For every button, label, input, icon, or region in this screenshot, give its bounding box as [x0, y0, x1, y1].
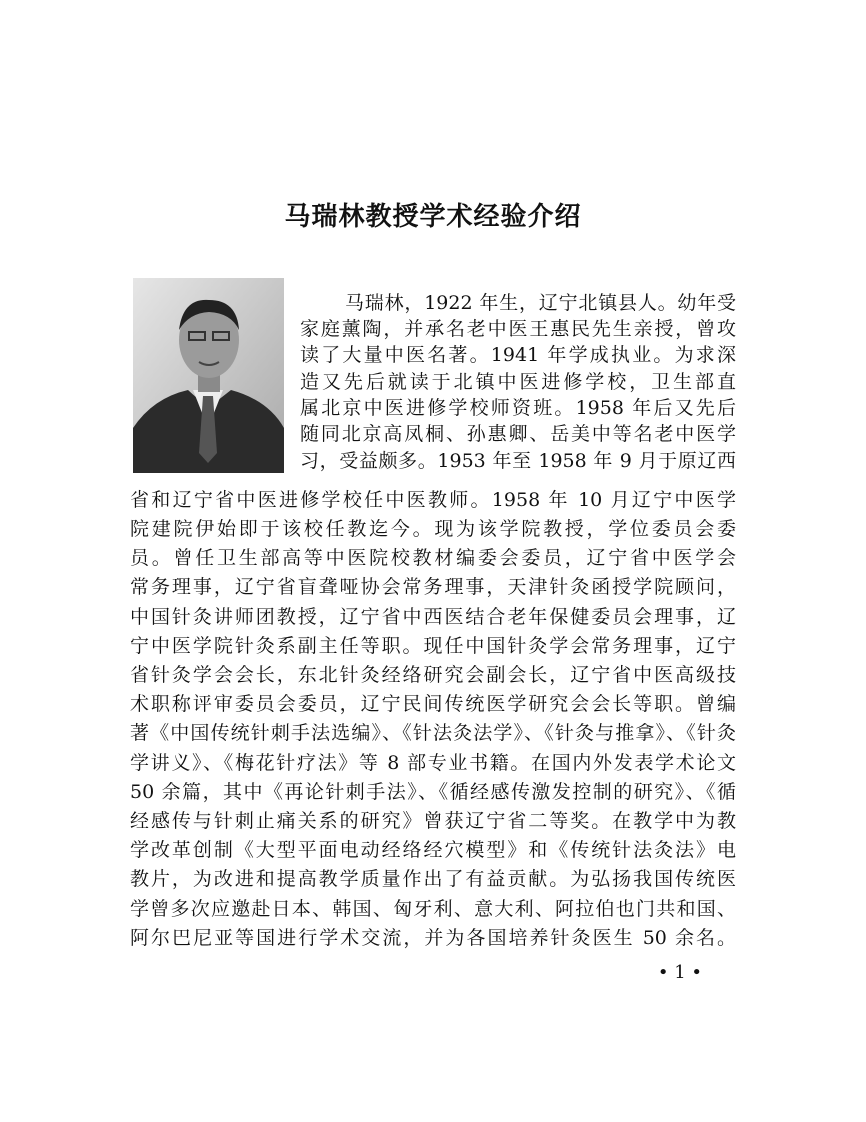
body-line: 常务理事，辽宁省盲聋哑协会常务理事，天津针灸函授学院顾问，: [130, 576, 736, 598]
body-line: 习，受益颇多。1953 年至 1958 年 9 月于原辽西: [300, 450, 736, 472]
body-line: 学改革创制《大型平面电动经络经穴模型》和《传统针法灸法》电: [130, 839, 736, 861]
body-line: 术职称评审委员会委员，辽宁民间传统医学研究会会长等职。曾编: [130, 693, 736, 715]
body-line: 造又先后就读于北镇中医进修学校，卫生部直: [300, 371, 736, 393]
body-line: 省针灸学会会长，东北针灸经络研究会副会长，辽宁省中医高级技: [130, 664, 736, 686]
body-line: 院建院伊始即于该校任教迄今。现为该学院教授，学位委员会委: [130, 518, 736, 540]
article-title: 马瑞林教授学术经验介绍: [284, 202, 582, 232]
body-line: 读了大量中医名著。1941 年学成执业。为求深: [300, 344, 736, 366]
body-line: 马瑞林，1922 年生，辽宁北镇县人。幼年受: [345, 292, 736, 314]
page-number: • 1 •: [657, 962, 703, 983]
body-line: 随同北京高凤桐、孙惠卿、岳美中等名老中医学: [300, 423, 736, 445]
body-line: 员。曾任卫生部高等中医院校教材编委会委员，辽宁省中医学会: [130, 547, 736, 569]
body-line: 家庭薰陶，并承名老中医王惠民先生亲授，曾攻: [300, 318, 736, 340]
body-line: 省和辽宁省中医进修学校任中医教师。1958 年 10 月辽宁中医学: [130, 489, 736, 511]
body-line: 宁中医学院针灸系副主任等职。现任中国针灸学会常务理事，辽宁: [130, 635, 736, 657]
body-line: 教片，为改进和提高教学质量作出了有益贡献。为弘扬我国传统医: [130, 868, 736, 890]
body-line: 属北京中医进修学校师资班。1958 年后又先后: [300, 397, 736, 419]
body-line: 著《中国传统针刺手法选编》、《针法灸法学》、《针灸与推拿》、《针灸: [130, 722, 736, 744]
body-line: 经感传与针刺止痛关系的研究》曾获辽宁省二等奖。在教学中为教: [130, 810, 736, 832]
body-line: 阿尔巴尼亚等国进行学术交流，并为各国培养针灸医生 50 余名。: [130, 927, 736, 949]
body-line: 50 余篇，其中《再论针刺手法》、《循经感传激发控制的研究》、《循: [130, 781, 736, 803]
body-line: 学曾多次应邀赴日本、韩国、匈牙利、意大利、阿拉伯也门共和国、: [130, 898, 736, 920]
body-line: 中国针灸讲师团教授，辽宁省中西医结合老年保健委员会理事，辽: [130, 606, 736, 628]
portrait-photo: [133, 278, 284, 473]
body-line: 学讲义》、《梅花针疗法》等 8 部专业书籍。在国内外发表学术论文: [130, 752, 736, 774]
